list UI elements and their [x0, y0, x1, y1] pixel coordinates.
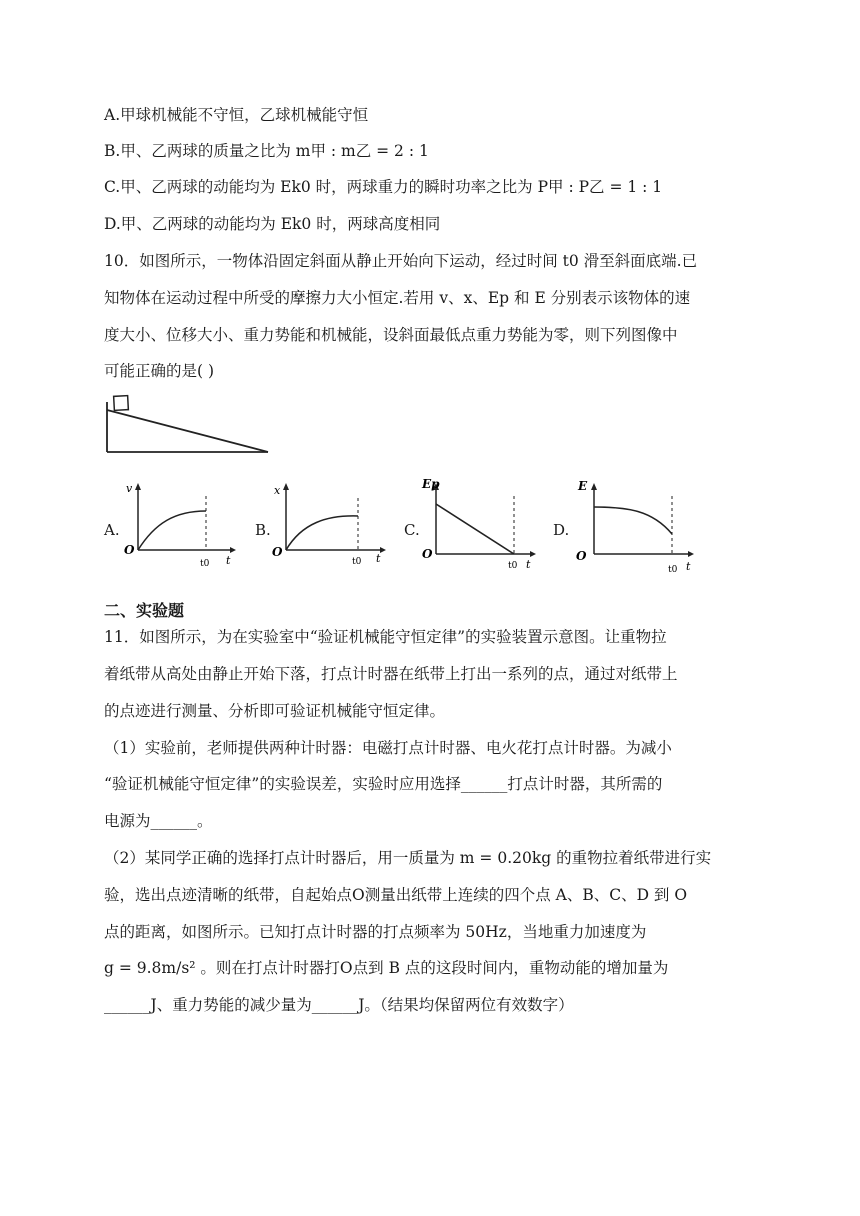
graph-d-y-label: E — [578, 479, 588, 493]
graph-c-origin: O — [422, 547, 433, 561]
q11-line-11: ______J、重力势能的减少量为______J。（结果均保留两位有效数字） — [104, 996, 574, 1014]
q9-option-c: C.甲、乙两球的动能均为 Ek0 时，两球重力的瞬时功率之比为 P甲 : P乙 = 1 : 1 — [104, 178, 663, 196]
q10-line-2: 知物体在运动过程中所受的摩擦力大小恒定.若用 v、x、Ep 和 E 分别表示该物体的速 — [104, 289, 691, 307]
graph-d-x-label: t — [686, 560, 691, 573]
q11-line-7: （2）某同学正确的选择打点计时器后，用一质量为 m = 0.20kg 的重物拉着纸带进行实 — [104, 849, 712, 867]
q9-option-b: B.甲、乙两球的质量之比为 m甲 : m乙 = 2 : 1 — [104, 142, 429, 160]
graph-b — [272, 478, 392, 570]
graph-d — [572, 476, 698, 576]
q10-line-4: 可能正确的是( ) — [104, 362, 215, 380]
graph-c-x-label: t — [526, 558, 531, 570]
graph-d-t0: t0 — [668, 565, 678, 575]
q10-line-3: 度大小、位移大小、重力势能和机械能，设斜面最低点重力势能为零，则下列图像中 — [104, 326, 678, 344]
q11-line-5: “验证机械能守恒定律”的实验误差，实验时应用选择______打点计时器，其所需的 — [104, 775, 663, 793]
graph-b-option-label: B. — [255, 521, 271, 539]
graph-a-t0: t0 — [200, 559, 210, 569]
graph-b-origin: O — [272, 545, 283, 559]
q11-line-9: 点的距离，如图所示。已知打点计时器的打点频率为 50Hz，当地重力加速度为 — [104, 923, 647, 941]
q10-line-1: 10．如图所示，一物体沿固定斜面从静止开始向下运动，经过时间 t0 滑至斜面底端.已 — [104, 252, 698, 270]
graph-c-option-label: C. — [404, 521, 420, 539]
q11-line-8: 验，选出点迹清晰的纸带，自起始点O测量出纸带上连续的四个点 A、B、C、D 到 O — [104, 886, 688, 904]
graph-b-y-label: x — [274, 484, 281, 497]
q11-line-6: 电源为______。 — [104, 812, 213, 830]
q9-option-d: D.甲、乙两球的动能均为 Ek0 时，两球高度相同 — [104, 215, 441, 233]
graph-c-y-label: Ep — [422, 477, 440, 491]
graph-a-x-label: t — [226, 554, 231, 567]
graph-a — [120, 478, 240, 570]
graph-a-origin: O — [124, 543, 135, 557]
q11-line-1: 11．如图所示，为在实验室中“验证机械能守恒定律”的实验装置示意图。让重物拉 — [104, 628, 667, 646]
q11-line-4: （1）实验前，老师提供两种计时器：电磁打点计时器、电火花打点计时器。为减小 — [104, 739, 672, 757]
graph-b-t0: t0 — [352, 557, 362, 567]
q11-line-10: g = 9.8m/s² 。则在打点计时器打O点到 B 点的这段时间内，重物动能的增加量为 — [104, 959, 669, 977]
q9-option-a: A.甲球机械能不守恒，乙球机械能守恒 — [104, 106, 369, 124]
graph-d-option-label: D. — [553, 521, 570, 539]
incline-figure — [100, 390, 280, 460]
graph-c — [420, 476, 540, 570]
graph-a-y-label: v — [126, 482, 133, 495]
graph-c-t0: t0 — [508, 561, 518, 570]
q11-line-3: 的点迹进行测量、分析即可验证机械能守恒定律。 — [104, 702, 446, 720]
graph-d-origin: O — [576, 549, 587, 563]
section-heading: 二、实验题 — [104, 601, 185, 620]
graph-b-x-label: t — [376, 552, 381, 565]
q11-line-2: 着纸带从高处由静止开始下落，打点计时器在纸带上打出一系列的点，通过对纸带上 — [104, 665, 678, 683]
graph-a-option-label: A. — [104, 521, 120, 539]
